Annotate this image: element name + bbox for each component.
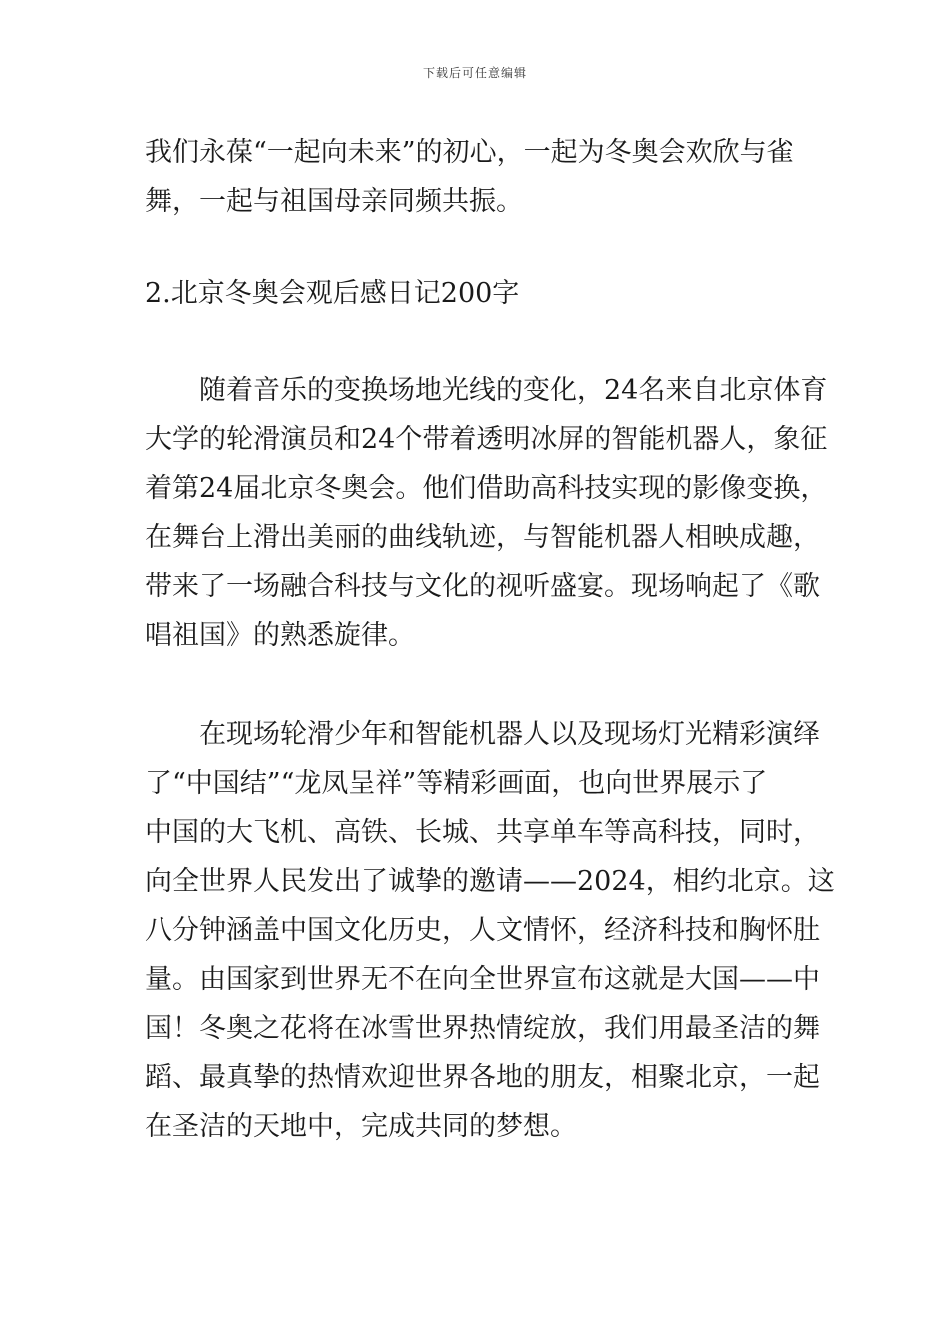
text-line: 量。由国家到世界无不在向全世界宣布这就是大国——中 xyxy=(145,964,820,995)
text-line: 舞，一起与祖国母亲同频共振。 xyxy=(145,186,523,217)
text-line: 向全世界人民发出了诚挚的邀请——2024，相约北京。这 xyxy=(145,866,835,897)
page-header: 下载后可任意编辑 xyxy=(422,66,527,80)
text-line: 随着音乐的变换场地光线的变化，24名来自北京体育 xyxy=(145,375,828,406)
section-heading: 2.北京冬奥会观后感日记200字 xyxy=(145,278,520,309)
text-line: 国！冬奥之花将在冰雪世界热情绽放，我们用最圣洁的舞 xyxy=(145,1013,820,1044)
text-line: 在现场轮滑少年和智能机器人以及现场灯光精彩演绎 xyxy=(145,719,820,750)
text-line: 蹈、最真挚的热情欢迎世界各地的朋友，相聚北京，一起 xyxy=(145,1062,820,1093)
text-line: 着第24届北京冬奥会。他们借助高科技实现的影像变换， xyxy=(145,473,828,504)
text-line: 带来了一场融合科技与文化的视听盛宴。现场响起了《歌 xyxy=(145,571,820,602)
paragraph-two xyxy=(145,710,835,1151)
paragraph-one xyxy=(145,366,828,660)
text-line: 我们永葆“一起向未来”的初心，一起为冬奥会欢欣与雀 xyxy=(145,137,794,168)
text-line: 唱祖国》的熟悉旋律。 xyxy=(145,620,415,651)
text-line: 八分钟涵盖中国文化历史，人文情怀，经济科技和胸怀肚 xyxy=(145,915,820,946)
text-line: 在舞台上滑出美丽的曲线轨迹，与智能机器人相映成趣， xyxy=(145,522,820,553)
document-body xyxy=(145,128,835,1151)
text-line: 在圣洁的天地中，完成共同的梦想。 xyxy=(145,1111,577,1142)
intro-paragraph xyxy=(145,128,810,226)
text-line: 中国的大飞机、高铁、长城、共享单车等高科技，同时， xyxy=(145,817,820,848)
text-line: 大学的轮滑演员和24个带着透明冰屏的智能机器人，象征 xyxy=(145,424,828,455)
text-line: 了“中国结”“龙凤呈祥”等精彩画面，也向世界展示了 xyxy=(145,768,768,799)
